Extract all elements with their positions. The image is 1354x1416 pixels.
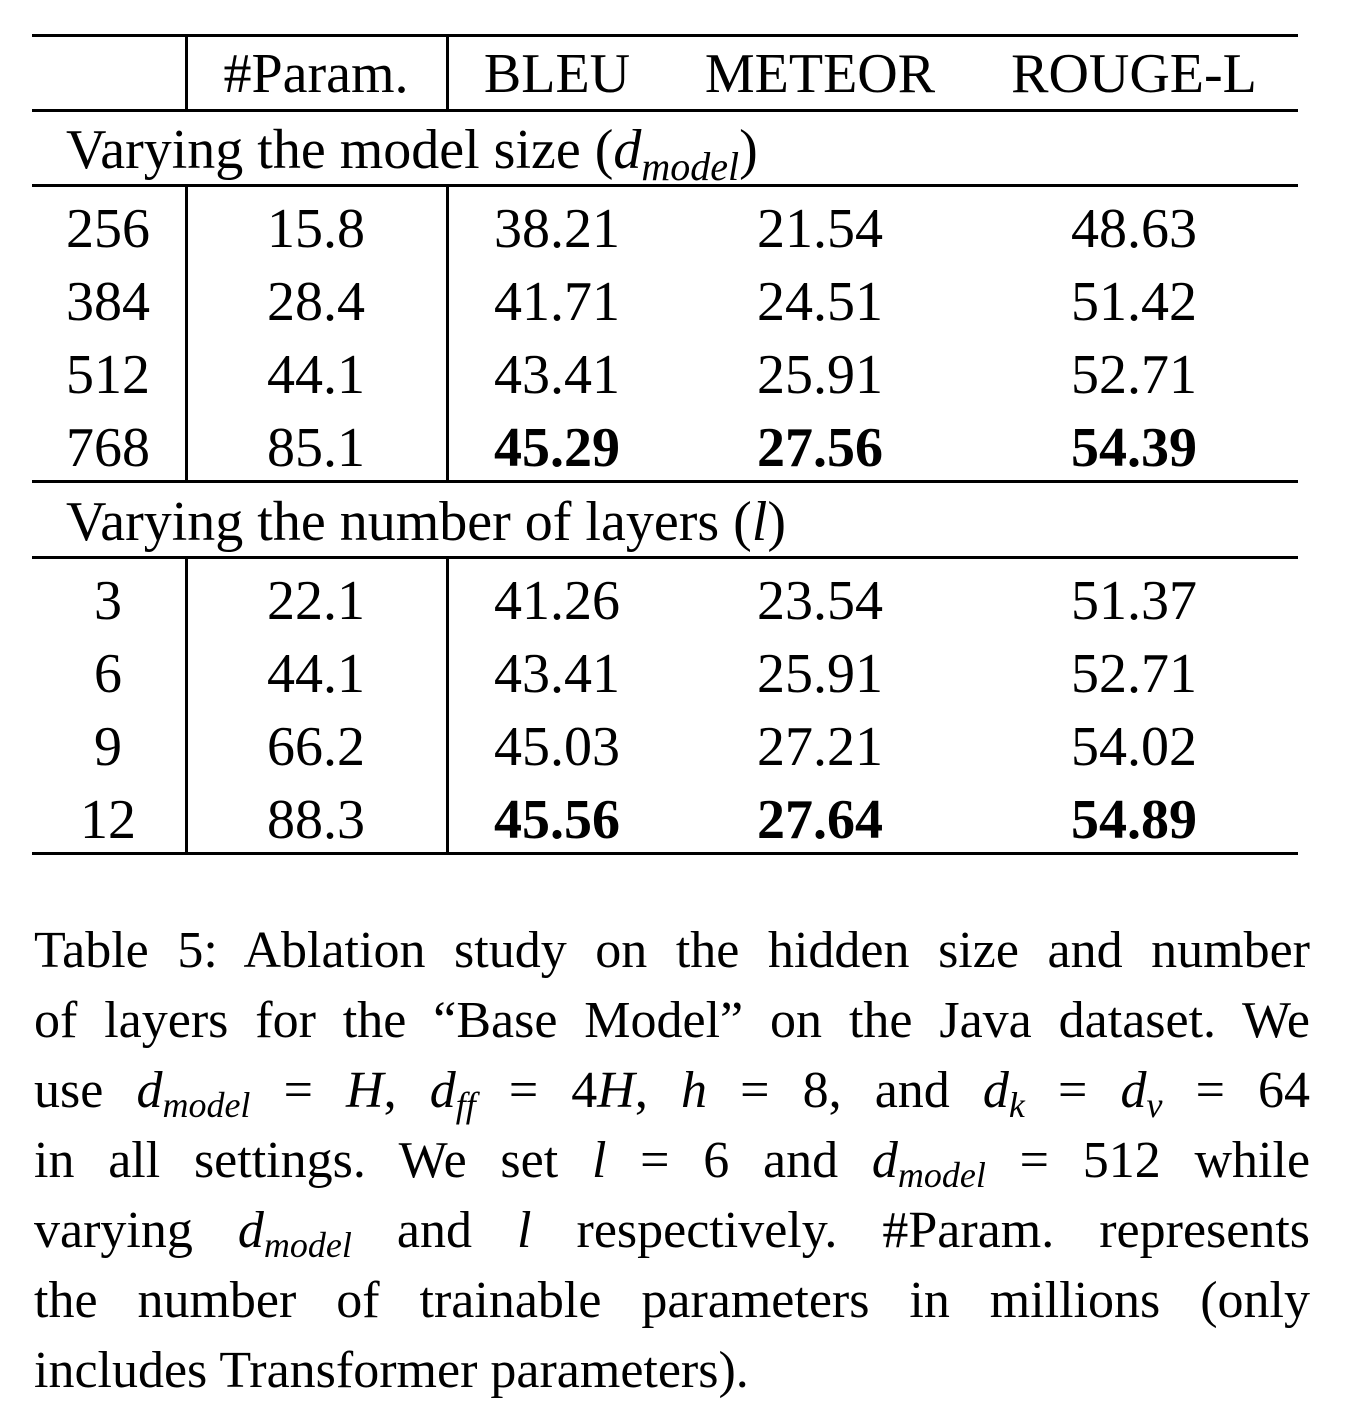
table-cell-key: 384 [66, 271, 150, 333]
table-bottom-rule [32, 852, 1298, 855]
table-cell-rouge: 48.63 [1071, 198, 1197, 260]
table-cell-meteor: 27.64 [757, 789, 883, 851]
ablation-table [32, 34, 1298, 856]
table-cell-param: 44.1 [267, 344, 365, 406]
caption-line-1: Table 5: Ablation study on the hidden size and number [34, 922, 1310, 979]
section2-rule [32, 556, 1298, 559]
table-cell-rouge: 54.02 [1071, 716, 1197, 778]
header-rouge: ROUGE-L [1011, 43, 1257, 105]
header-rule [32, 109, 1298, 112]
table-top-rule [32, 34, 1298, 37]
table-cell-meteor: 25.91 [757, 643, 883, 705]
table-cell-key: 6 [94, 643, 122, 705]
table-cell-param: 85.1 [267, 417, 365, 479]
col-rule-1-header [185, 34, 188, 112]
caption-line-5: varying dmodel and l respectively. #Param. represents [34, 1202, 1311, 1265]
table-cell-meteor: 27.21 [757, 716, 883, 778]
col-rule-1-sec2 [185, 556, 188, 855]
table-cell-bleu: 43.41 [494, 643, 620, 705]
section-label-model-size: Varying the model size $(d_{model})$ [66, 119, 758, 189]
section-divider-rule [32, 480, 1298, 483]
header-param: #Param. [223, 43, 409, 105]
table-cell-bleu: 41.26 [494, 570, 620, 632]
table-cell-rouge: 52.71 [1071, 643, 1197, 705]
table-cell-param: 66.2 [267, 716, 365, 778]
caption-line-4: in all settings. We set l = 6 and dmodel = 512 while [34, 1132, 1311, 1195]
table-cell-bleu: 45.03 [494, 716, 620, 778]
table-cell-bleu: 45.56 [494, 789, 620, 851]
table-cell-bleu: 41.71 [494, 271, 620, 333]
table-cell-meteor: 21.54 [757, 198, 883, 260]
table-cell-key: 256 [66, 198, 150, 260]
table-cell-param: 22.1 [267, 570, 365, 632]
table-cell-meteor: 24.51 [757, 271, 883, 333]
caption-line-7: includes Transformer parameters). [34, 1342, 749, 1399]
table-cell-key: 3 [94, 570, 122, 632]
table-cell-bleu: 38.21 [494, 198, 620, 260]
table-cell-key: 12 [80, 789, 136, 851]
table-cell-meteor: 25.91 [757, 344, 883, 406]
table-cell-rouge: 54.89 [1071, 789, 1197, 851]
table-cell-rouge: 52.71 [1071, 344, 1197, 406]
section-label-layers: Varying the number of layers (l) [66, 491, 786, 553]
table-cell-bleu: 43.41 [494, 344, 620, 406]
table-cell-param: 28.4 [267, 271, 365, 333]
col-rule-1-sec1 [185, 184, 188, 483]
table-cell-key: 512 [66, 344, 150, 406]
table-cell-meteor: 23.54 [757, 570, 883, 632]
table-cell-key: 9 [94, 716, 122, 778]
col-rule-2-sec1 [446, 184, 449, 483]
table-cell-bleu: 45.29 [494, 417, 620, 479]
table-cell-param: 88.3 [267, 789, 365, 851]
table-cell-key: 768 [66, 417, 150, 479]
caption-line-6: the number of trainable parameters in millions (only [34, 1272, 1310, 1329]
caption-line-2: of layers for the “Base Model” on the Java dataset. We [34, 992, 1310, 1049]
table-cell-rouge: 51.37 [1071, 570, 1197, 632]
header-bleu: BLEU [483, 43, 631, 105]
table-cell-param: 15.8 [267, 198, 365, 260]
header-meteor: METEOR [704, 43, 936, 105]
table-cell-meteor: 27.56 [757, 417, 883, 479]
col-rule-2-header [446, 34, 449, 112]
caption-line-3: use dmodel = H, dff = 4H, h = 8, and dk = dv = 64 [34, 1062, 1311, 1125]
table-cell-param: 44.1 [267, 643, 365, 705]
table-cell-rouge: 51.42 [1071, 271, 1197, 333]
col-rule-2-sec2 [446, 556, 449, 855]
table-cell-rouge: 54.39 [1071, 417, 1197, 479]
